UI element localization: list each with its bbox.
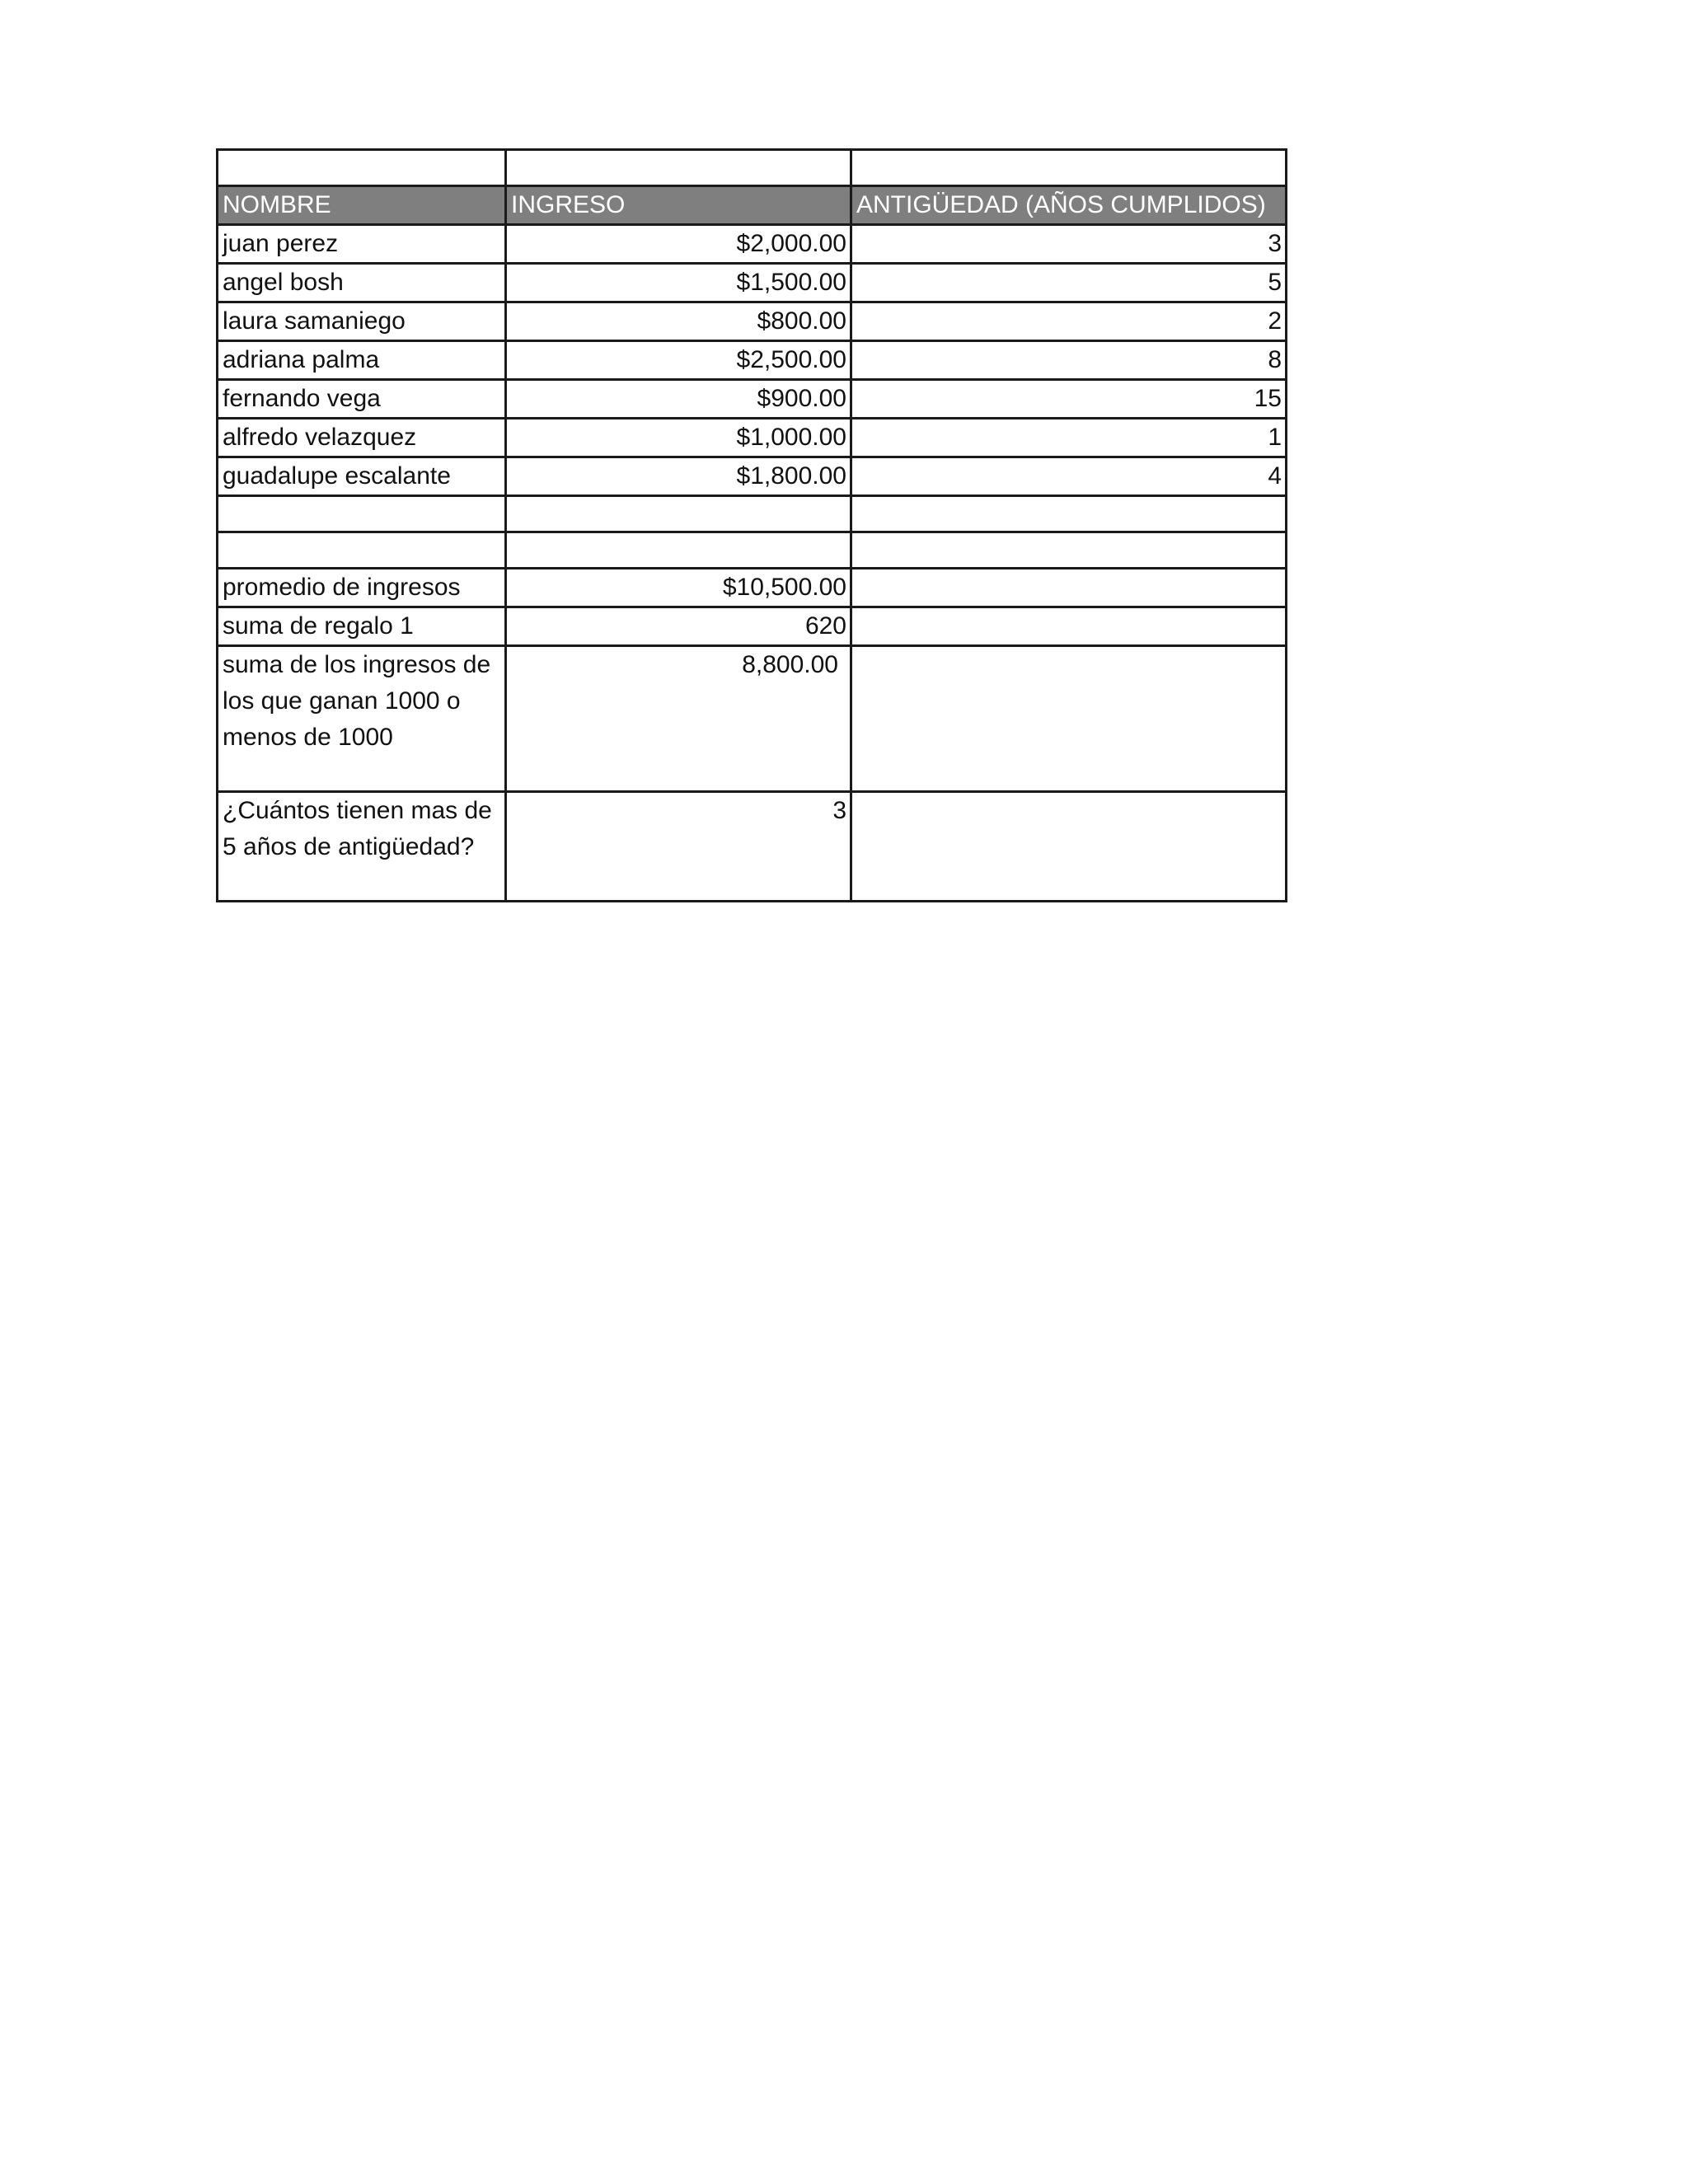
- empty-cell[interactable]: [851, 646, 1287, 792]
- gift-value[interactable]: 620: [506, 607, 851, 646]
- average-label[interactable]: promedio de ingresos: [218, 569, 506, 607]
- empty-cell[interactable]: [851, 569, 1287, 607]
- header-income[interactable]: INGRESO: [506, 186, 851, 225]
- empty-cell[interactable]: [851, 496, 1287, 532]
- cell-seniority[interactable]: 4: [851, 457, 1287, 496]
- empty-cell[interactable]: [218, 150, 506, 186]
- cell-name[interactable]: guadalupe escalante: [218, 457, 506, 496]
- low-income-value[interactable]: 8,800.00: [506, 646, 851, 792]
- cell-seniority[interactable]: 2: [851, 302, 1287, 341]
- empty-cell[interactable]: [218, 496, 506, 532]
- empty-row: [218, 150, 1287, 186]
- average-value[interactable]: $10,500.00: [506, 569, 851, 607]
- header-name[interactable]: NOMBRE: [218, 186, 506, 225]
- cell-name[interactable]: angel bosh: [218, 264, 506, 302]
- cell-name[interactable]: adriana palma: [218, 341, 506, 380]
- summary-row-senior-count: [218, 792, 1287, 902]
- table-row: [218, 302, 1287, 341]
- cell-seniority[interactable]: 15: [851, 380, 1287, 419]
- header-row: [218, 186, 1287, 225]
- gift-label[interactable]: suma de regalo 1: [218, 607, 506, 646]
- empty-cell[interactable]: [506, 496, 851, 532]
- summary-row-average: [218, 569, 1287, 607]
- senior-count-label[interactable]: ¿Cuántos tienen mas de 5 años de antigüedad?: [218, 792, 506, 902]
- table-row: [218, 264, 1287, 302]
- empty-cell[interactable]: [851, 150, 1287, 186]
- cell-income[interactable]: $1,800.00: [506, 457, 851, 496]
- empty-cell[interactable]: [218, 532, 506, 569]
- cell-income[interactable]: $900.00: [506, 380, 851, 419]
- cell-seniority[interactable]: 5: [851, 264, 1287, 302]
- spreadsheet-table: [216, 148, 1287, 902]
- cell-seniority[interactable]: 3: [851, 225, 1287, 264]
- empty-row: [218, 496, 1287, 532]
- header-seniority[interactable]: ANTIGÜEDAD (AÑOS CUMPLIDOS): [851, 186, 1287, 225]
- cell-name[interactable]: alfredo velazquez: [218, 419, 506, 457]
- cell-name[interactable]: laura samaniego: [218, 302, 506, 341]
- cell-income[interactable]: $800.00: [506, 302, 851, 341]
- empty-cell[interactable]: [851, 607, 1287, 646]
- cell-income[interactable]: $1,500.00: [506, 264, 851, 302]
- table-row: [218, 457, 1287, 496]
- cell-name[interactable]: fernando vega: [218, 380, 506, 419]
- cell-income[interactable]: $2,500.00: [506, 341, 851, 380]
- senior-count-value[interactable]: 3: [506, 792, 851, 902]
- summary-row-gift: [218, 607, 1287, 646]
- table-row: [218, 380, 1287, 419]
- empty-cell[interactable]: [851, 792, 1287, 902]
- cell-income[interactable]: $2,000.00: [506, 225, 851, 264]
- cell-seniority[interactable]: 8: [851, 341, 1287, 380]
- empty-row: [218, 532, 1287, 569]
- table-row: [218, 225, 1287, 264]
- summary-row-low-income: [218, 646, 1287, 792]
- cell-income[interactable]: $1,000.00: [506, 419, 851, 457]
- cell-name[interactable]: juan perez: [218, 225, 506, 264]
- empty-cell[interactable]: [851, 532, 1287, 569]
- empty-cell[interactable]: [506, 150, 851, 186]
- empty-cell[interactable]: [506, 532, 851, 569]
- cell-seniority[interactable]: 1: [851, 419, 1287, 457]
- table-row: [218, 419, 1287, 457]
- low-income-label[interactable]: suma de los ingresos de los que ganan 1000 o menos de 1000: [218, 646, 506, 792]
- table-row: [218, 341, 1287, 380]
